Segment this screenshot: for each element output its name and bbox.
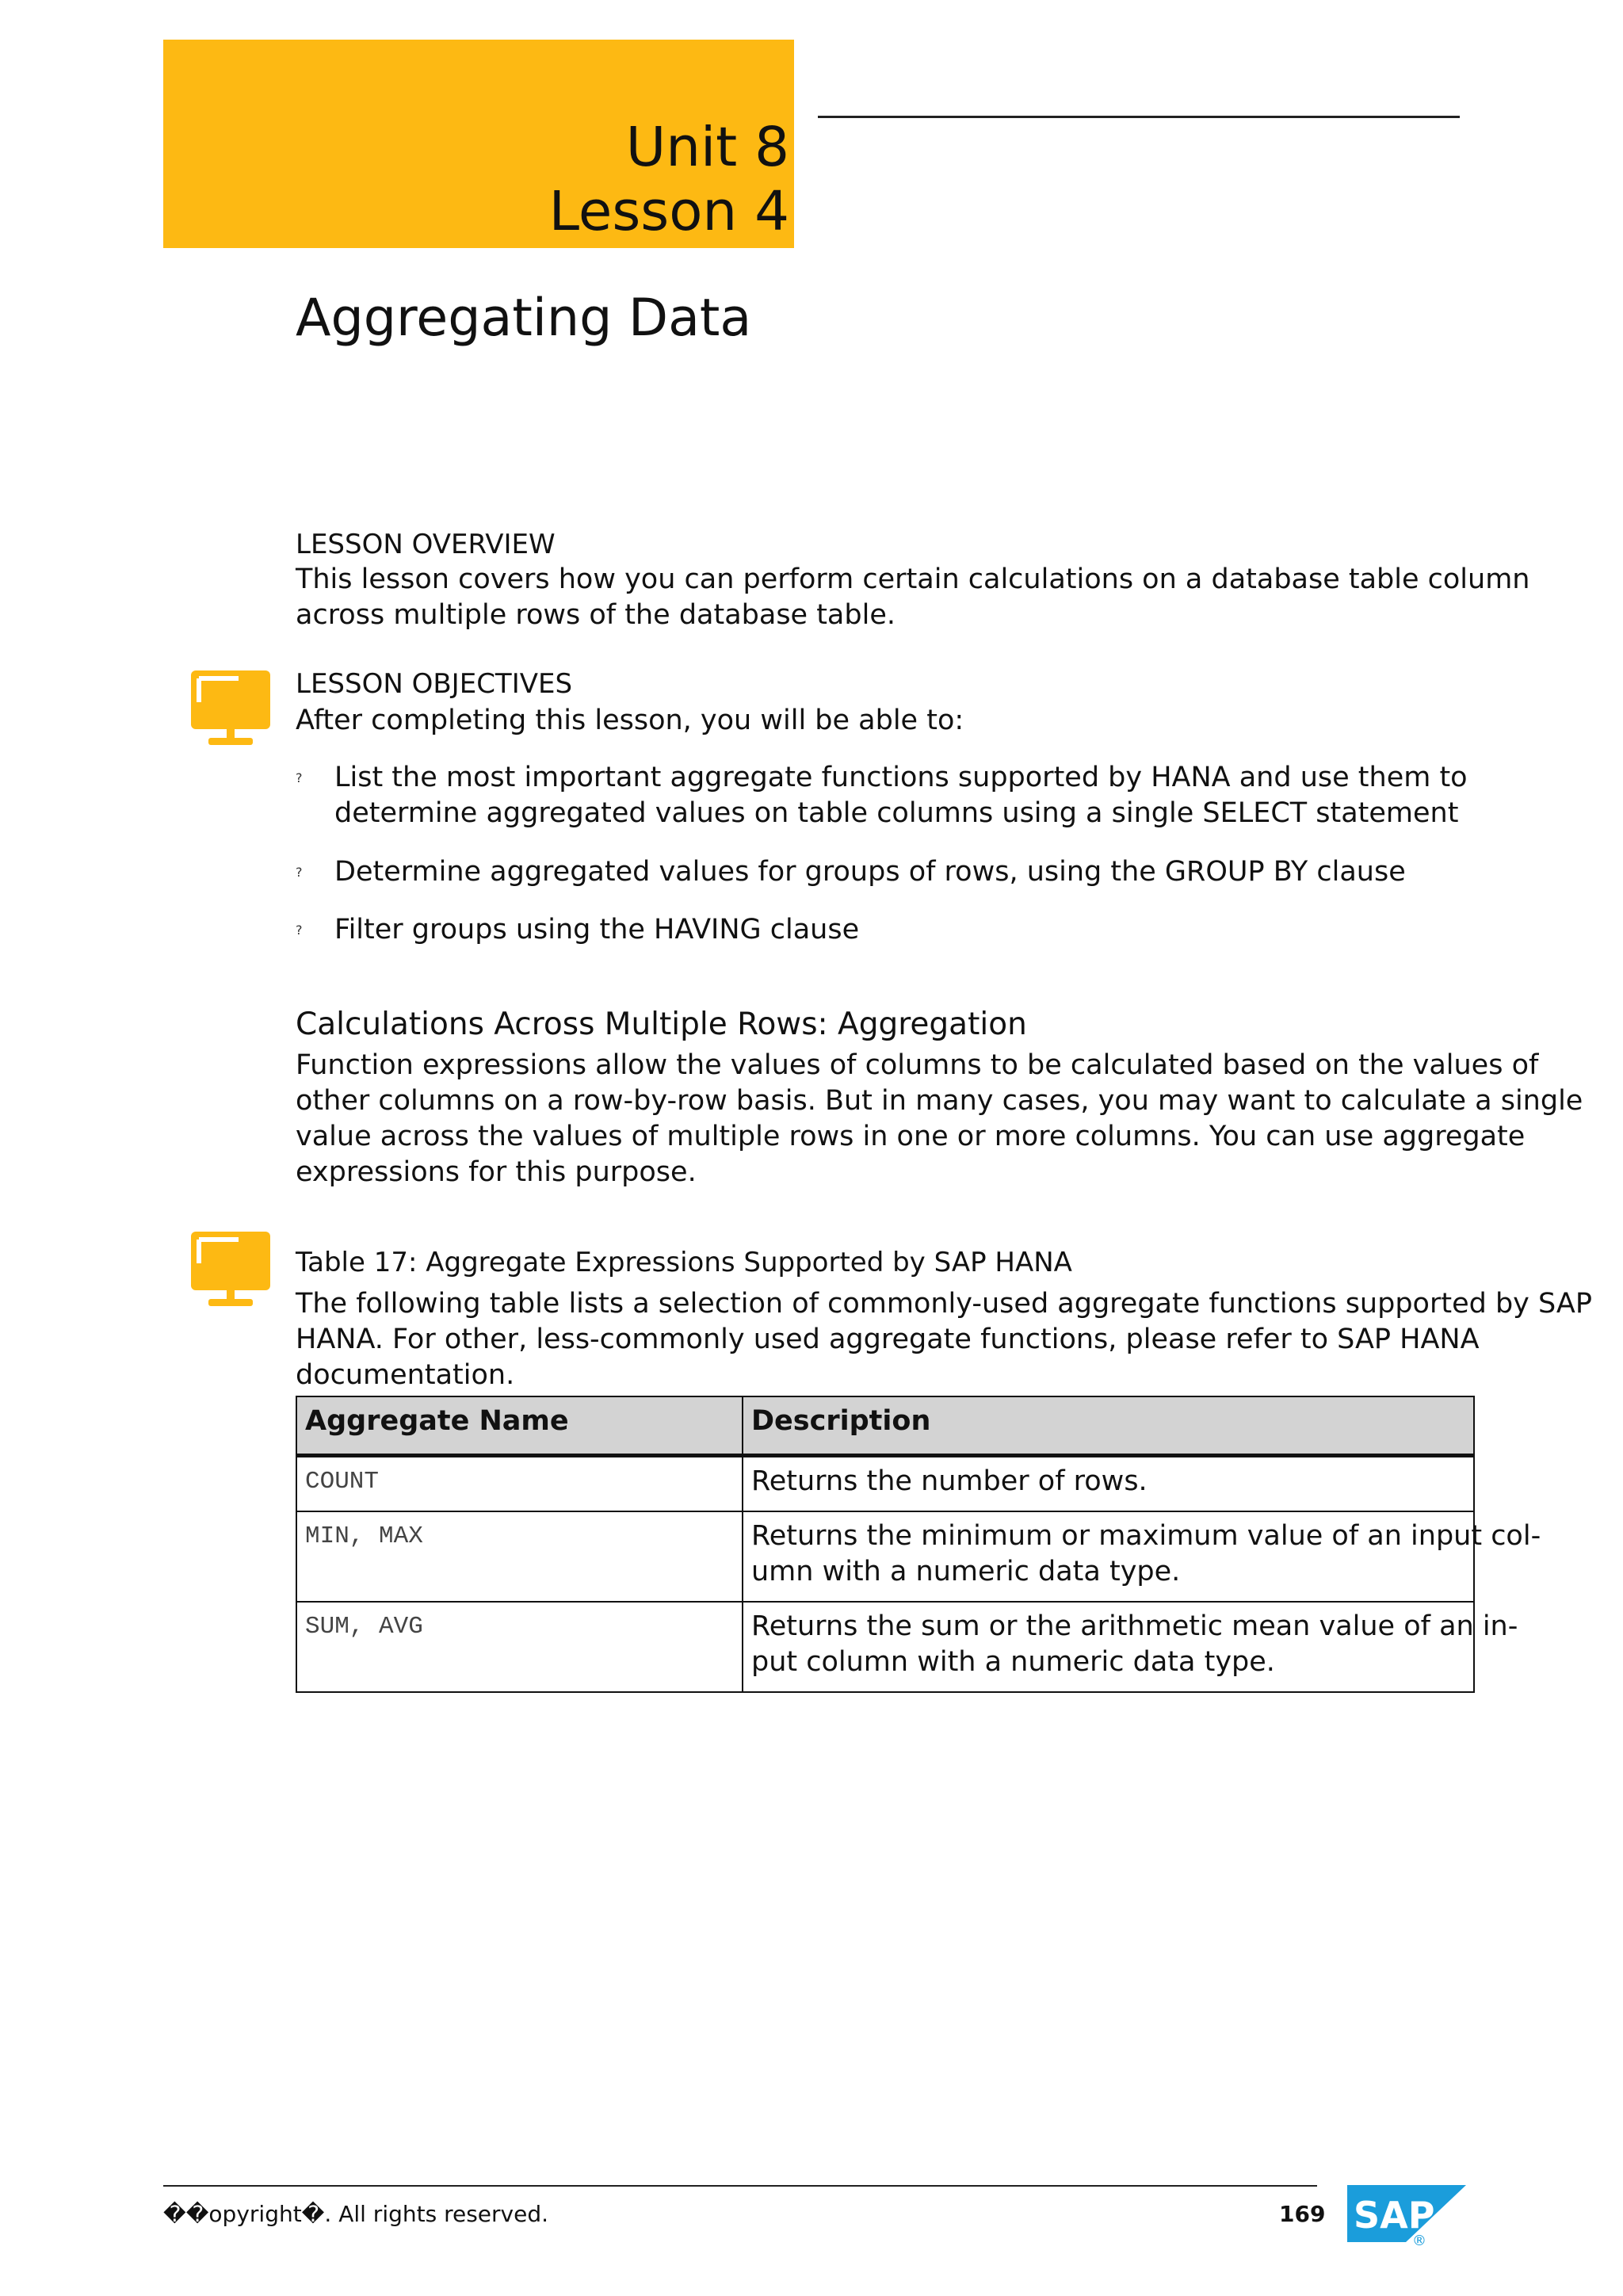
aggregate-name-cell: SUM, AVG [296, 1602, 743, 1692]
description-line: put column with a numeric data type. [751, 1645, 1275, 1678]
bullet-marker: ? [296, 923, 303, 938]
aggregate-table [296, 1396, 1541, 1693]
table-header-row [296, 1396, 1474, 1456]
sap-logo-text: SAP [1354, 2194, 1435, 2237]
description-line: Returns the sum or the arithmetic mean value of an in- [751, 1610, 1518, 1642]
section-heading: Calculations Across Multiple Rows: Aggregation [296, 1007, 1027, 1042]
objectives-heading: LESSON OBJECTIVES [296, 668, 573, 700]
lesson-title: Aggregating Data [296, 288, 752, 348]
aggregate-name-cell: COUNT [296, 1456, 743, 1511]
bullet-marker: ? [296, 865, 303, 880]
objective-item: Determine aggregated values for groups of rows, using the GROUP BY clause [334, 856, 1406, 888]
table-intro: The following table lists a selection of commonly-used aggregate functions supported by SAP HANA. For other, less-commonly used aggregate functions, please refer to SAP HANA documentation. [296, 1288, 1592, 1391]
bullet-marker: ? [296, 770, 303, 785]
lesson-number: Lesson 4 [548, 180, 789, 243]
description-cell [743, 1511, 1541, 1602]
overview-heading: LESSON OVERVIEW [296, 529, 556, 560]
monitor-icon [191, 1232, 270, 1308]
overview-text: This lesson covers how you can perform certain calculations on a database table column across multiple rows of the database table. [296, 563, 1530, 631]
description-line: umn with a numeric data type. [751, 1555, 1181, 1587]
footer-rule [163, 2185, 1317, 2187]
sap-logo [1347, 2185, 1466, 2247]
column-header: Aggregate Name [296, 1396, 743, 1456]
objective-item: Filter groups using the HAVING clause [334, 914, 860, 946]
description-line: Returns the minimum or maximum value of an input col- [751, 1519, 1541, 1552]
objectives-intro: After completing this lesson, you will be able to: [296, 705, 964, 736]
page-number: 169 [1279, 2201, 1326, 2227]
footer-copyright: ��opyright�. All rights reserved. [163, 2201, 549, 2227]
table-caption: Table 17: Aggregate Expressions Supported by SAP HANA [296, 1247, 1072, 1278]
unit-number: Unit 8 [625, 116, 789, 179]
header-rule [818, 116, 1460, 118]
table-row [296, 1511, 1474, 1602]
monitor-icon [191, 670, 270, 747]
objective-item: List the most important aggregate functions supported by HANA and use them to determine aggregated values on table columns using a single SELECT statement [334, 762, 1468, 829]
svg-text:®: ® [1412, 2233, 1426, 2247]
description-cell [743, 1602, 1518, 1692]
column-header: Description [743, 1396, 1474, 1456]
description-line: Returns the number of rows. [751, 1465, 1148, 1497]
unit-banner [163, 40, 794, 248]
description-cell [743, 1456, 1474, 1511]
section-text: Function expressions allow the values of columns to be calculated based on the values of other columns on a row-by-row basis. But in many cases, you may want to calculate a single value across the values of multiple rows in one or more columns. You can use aggregate expressions for this purpose. [296, 1049, 1583, 1188]
table-row [296, 1456, 1474, 1511]
table-row [296, 1602, 1474, 1692]
aggregate-name-cell: MIN, MAX [296, 1511, 743, 1602]
